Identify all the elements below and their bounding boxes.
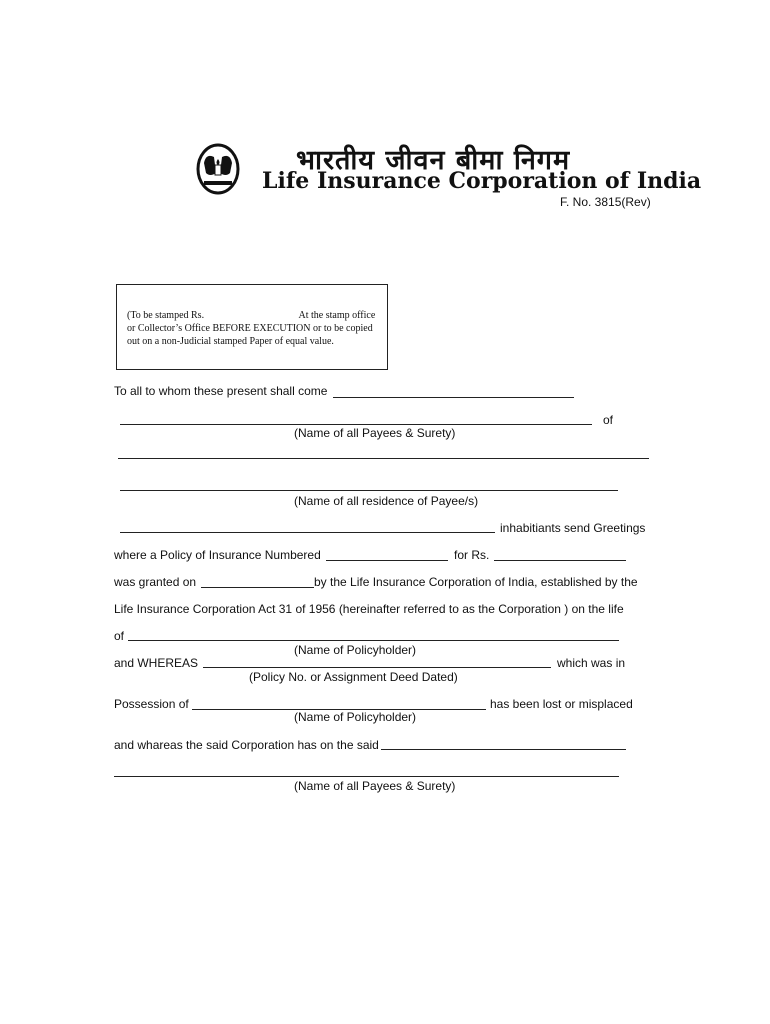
blank-line-5[interactable] — [120, 532, 495, 533]
caption-residence: (Name of all residence of Payee/s) — [294, 494, 479, 508]
form-number: F. No. 3815(Rev) — [560, 195, 651, 209]
line-11-text-a: Possession of — [114, 697, 189, 711]
line-10-text-b: which was in — [557, 656, 626, 670]
line-10-text-a: and WHEREAS — [114, 656, 199, 670]
caption-policyholder: (Name of Policyholder) — [294, 643, 417, 657]
stamp-instructions — [127, 309, 382, 348]
line-7-text-a: was granted on — [114, 575, 197, 589]
blank-policy-no[interactable] — [203, 667, 551, 668]
stamp-text-1: (To be stamped Rs. — [127, 310, 205, 321]
line-6-text-a: where a Policy of Insurance Numbered — [114, 548, 321, 562]
line-1-text: To all to whom these present shall come — [114, 384, 328, 398]
blank-granted-date[interactable] — [201, 587, 314, 588]
org-name-hindi: भारतीय जीवन बीमा निगम — [296, 145, 571, 176]
org-name-english: Life Insurance Corporation of India — [262, 168, 702, 194]
lic-logo — [194, 143, 242, 195]
blank-payees-surety-2[interactable] — [114, 776, 619, 777]
line-11-text-b: has been lost or misplaced — [490, 697, 633, 711]
blank-line-1[interactable] — [333, 397, 574, 398]
blank-policy-number[interactable] — [326, 560, 448, 561]
blank-payees-surety[interactable] — [120, 424, 592, 425]
blank-policyholder[interactable] — [128, 640, 619, 641]
line-8-text: Life Insurance Corporation Act 31 of 1956 (hereinafter referred to as the Corporation ) on the life — [114, 602, 624, 616]
line-7-text-b: by the Life Insurance Corporation of India, established by the — [314, 575, 638, 589]
line-5-greetings: inhabitiants send Greetings — [500, 521, 646, 535]
blank-residence[interactable] — [120, 490, 618, 491]
line-9-of: of — [114, 629, 125, 643]
blank-line-3[interactable] — [118, 458, 649, 459]
line-6-text-b: for Rs. — [454, 548, 490, 562]
stamp-box — [116, 284, 388, 370]
line-12-text: and whareas the said Corporation has on the said — [114, 738, 379, 752]
caption-payees-surety: (Name of all Payees & Surety) — [294, 426, 456, 440]
caption-policy-no: (Policy No. or Assignment Deed Dated) — [249, 670, 458, 684]
stamp-text-2: At the stamp — [298, 310, 350, 321]
blank-amount[interactable] — [494, 560, 626, 561]
line-2-of: of — [603, 413, 614, 427]
caption-payees-surety-2: (Name of all Payees & Surety) — [294, 779, 456, 793]
stamp-text-3: office or Collector’s Office BEFORE EXECUTION or to be copied out on a non-Judicial stamped Paper of equal value. — [127, 310, 376, 347]
blank-said[interactable] — [381, 749, 626, 750]
caption-policyholder-2: (Name of Policyholder) — [294, 710, 417, 724]
